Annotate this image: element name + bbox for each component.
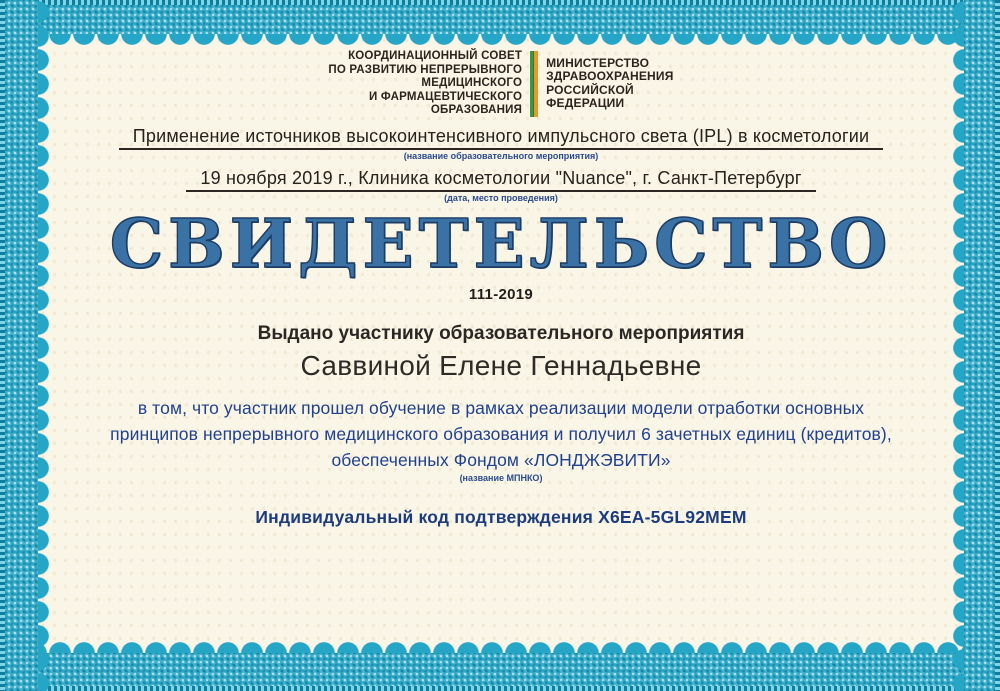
lace-border-left — [0, 0, 38, 691]
event-title: Применение источников высокоинтенсивного импульсного света (IPL) в косметологии — [119, 126, 884, 150]
body-paragraph — [38, 395, 964, 473]
document-number: 111-2019 — [468, 285, 534, 303]
body-line: в том, что участник прошел обучение в рамках реализации модели отработки основных — [137, 397, 865, 418]
org-right-line: РОССИЙСКОЙ — [546, 82, 634, 97]
certificate-paper — [38, 34, 964, 653]
lace-border-right — [964, 0, 1000, 691]
event-title-row — [38, 126, 964, 150]
document-title: СВИДЕТЕЛЬСТВО — [109, 203, 893, 283]
org-left-line: КООРДИНАЦИОННЫЙ СОВЕТ — [348, 50, 523, 62]
org-right-line: ФЕДЕРАЦИИ — [546, 96, 625, 111]
lace-border-bottom — [0, 653, 1000, 691]
org-right-line: ЗДРАВООХРАНЕНИЯ — [546, 69, 674, 84]
coordination-council-name — [328, 50, 522, 118]
fund-name-caption: (название МПНКО) — [459, 472, 543, 483]
org-left-line: И ФАРМАЦЕВТИЧЕСКОГО — [369, 90, 523, 103]
org-left-line: ОБРАЗОВАНИЯ — [430, 104, 523, 116]
lace-border-top — [0, 0, 1000, 34]
issued-to-label: Выдано участнику образовательного мероприятия — [257, 322, 745, 344]
body-line: обеспеченных Фондом «ЛОНДЖЭВИТИ» — [331, 449, 671, 470]
body-line: принципов непрерывного медицинского образования и получил 6 зачетных единиц (кредитов), — [110, 423, 892, 444]
logo-stripe-icon — [530, 51, 538, 117]
org-left-line: ПО РАЗВИТИЮ НЕПРЕРЫВНОГО — [328, 63, 523, 76]
ministry-name — [546, 57, 673, 111]
org-left-line: МЕДИЦИНСКОГО — [421, 77, 523, 89]
header-logo-block — [38, 50, 964, 118]
date-place-row — [38, 168, 964, 192]
org-right-line: МИНИСТЕРСТВО — [546, 55, 650, 70]
date-place: 19 ноября 2019 г., Клиника косметологии "Nuance", г. Санкт-Петербург — [186, 168, 815, 192]
recipient-name: Саввиной Елене Геннадьевне — [300, 349, 702, 381]
confirmation-code: Индивидуальный код подтверждения X6EA-5GL92MEM — [255, 506, 747, 527]
event-title-caption: (название образовательного мероприятия) — [403, 150, 599, 161]
date-place-caption: (дата, место проведения) — [444, 192, 558, 203]
